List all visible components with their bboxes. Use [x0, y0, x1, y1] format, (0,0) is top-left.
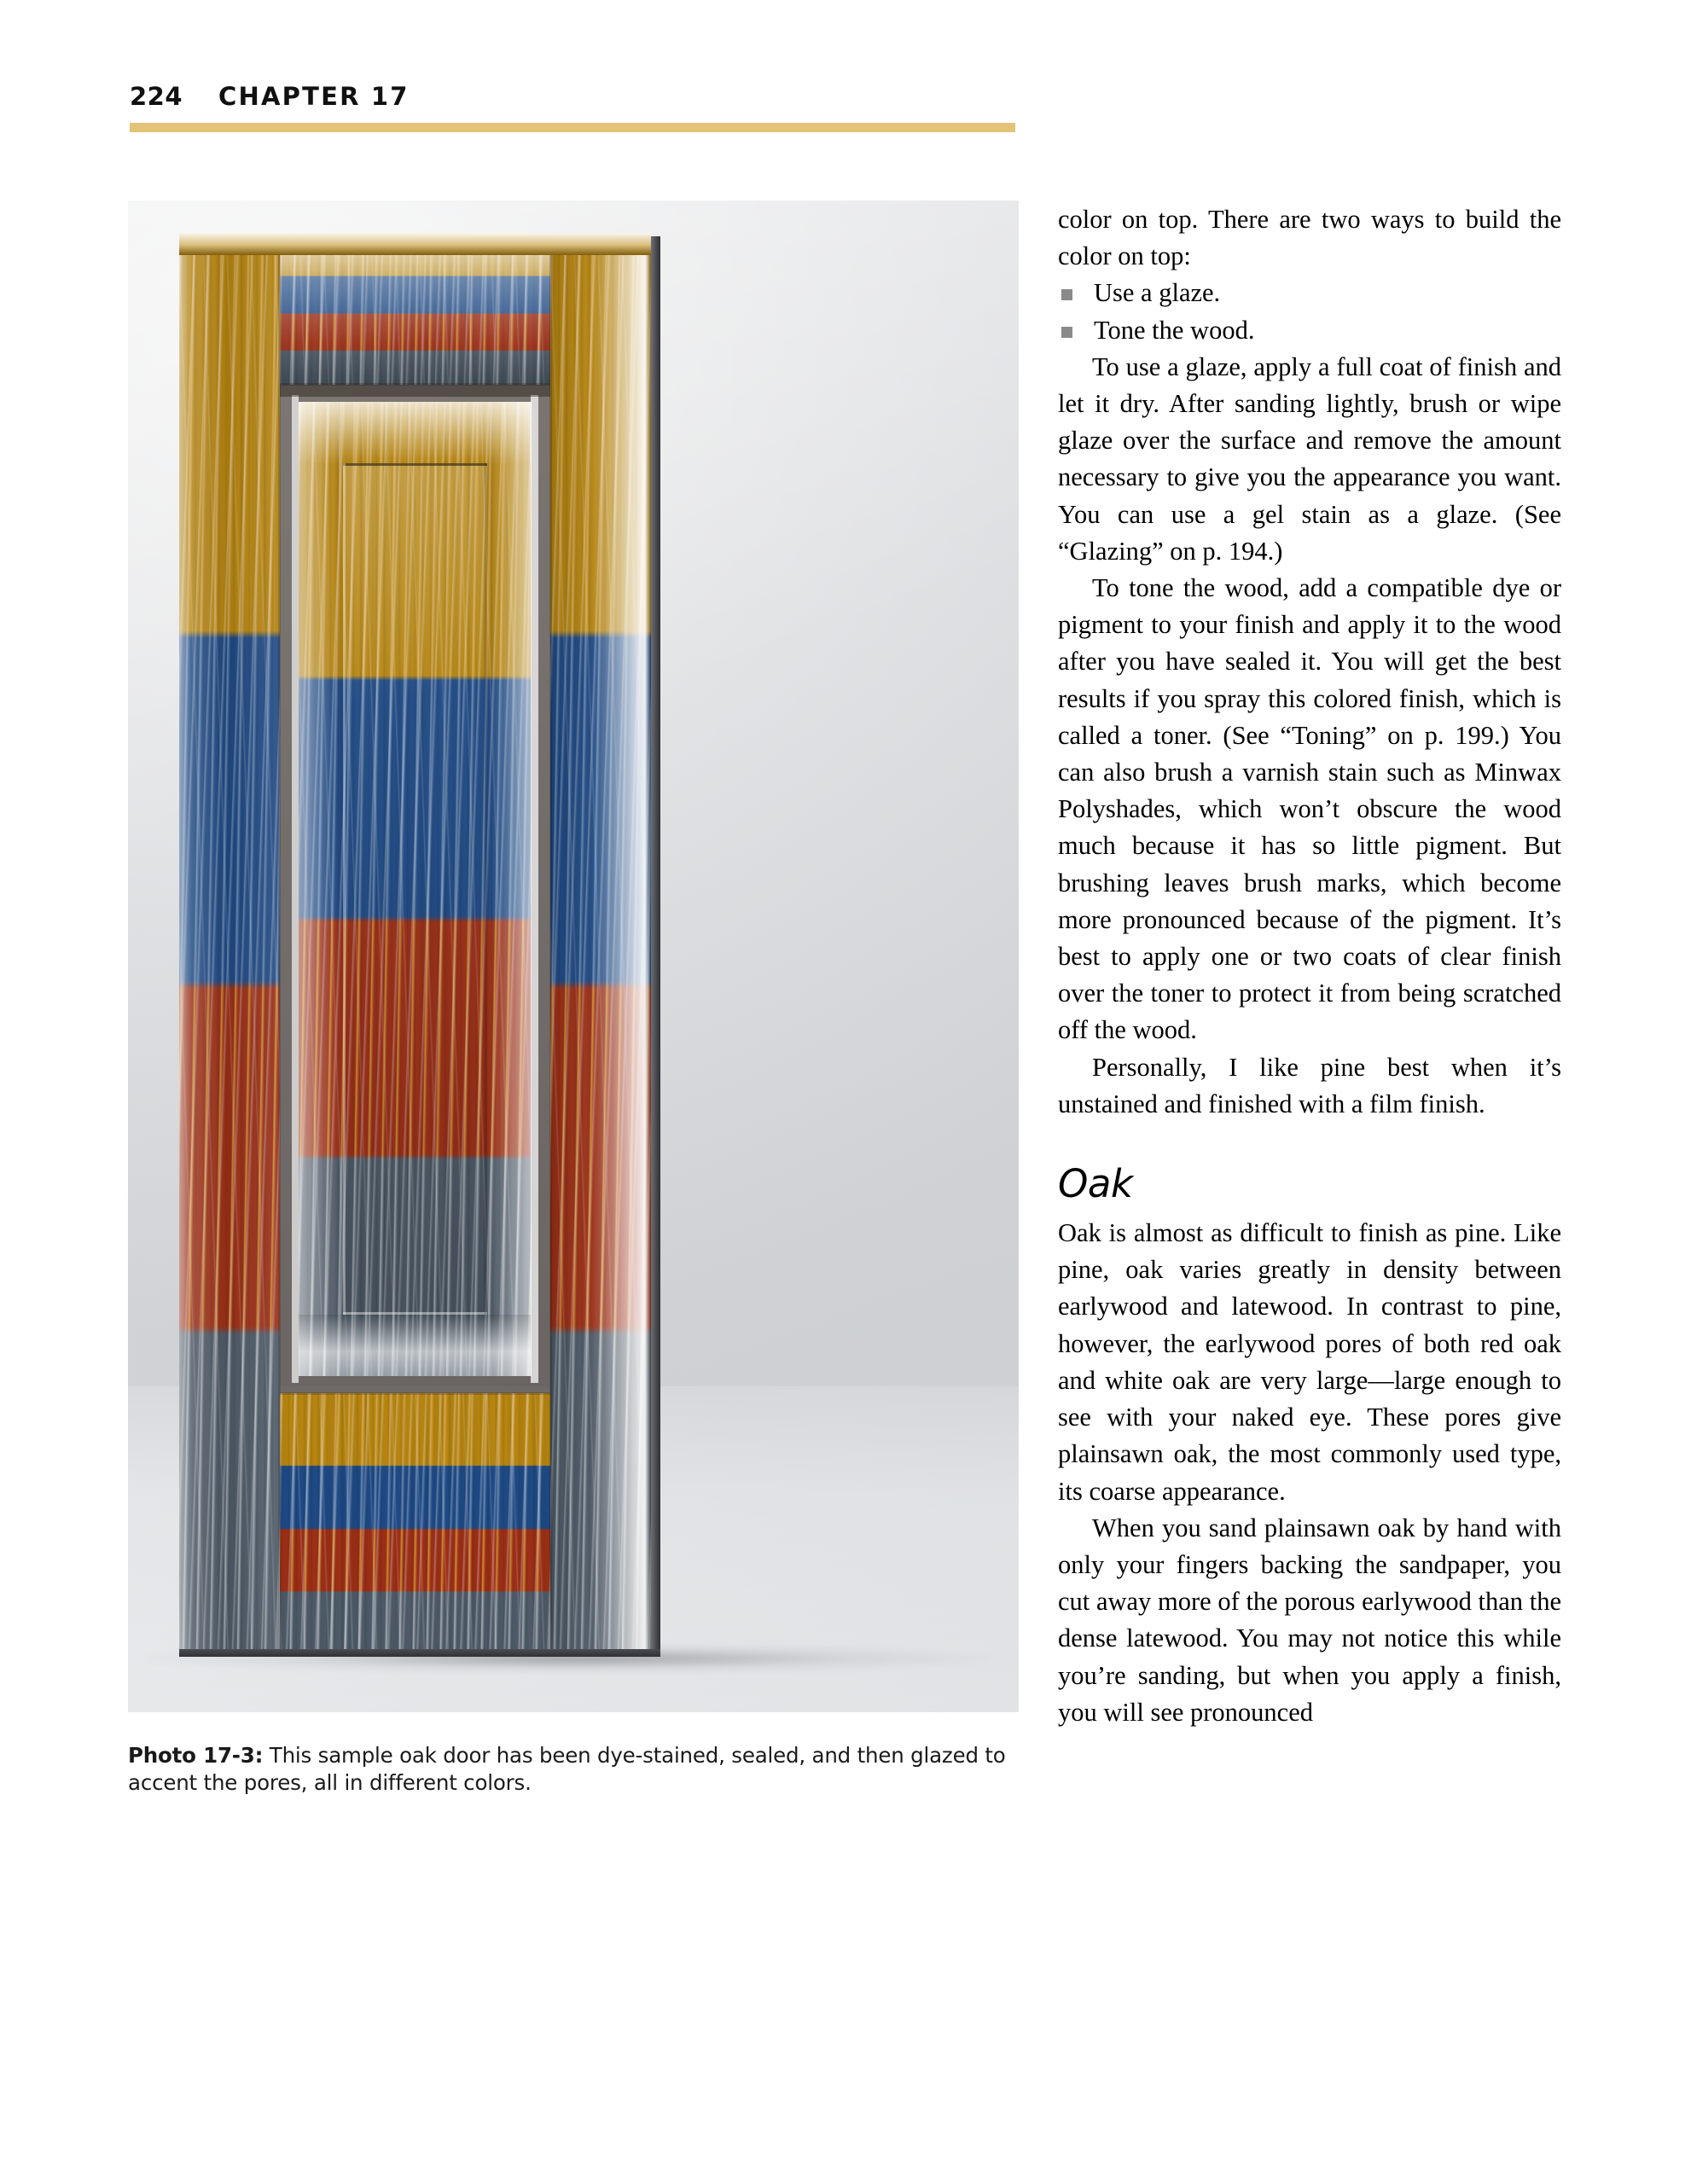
panel-bevel-top	[299, 402, 532, 463]
panel-left-fillet-highlight	[292, 395, 299, 1383]
list-item	[1058, 275, 1561, 311]
seam-bottomrail-panel	[280, 1392, 550, 1395]
caption-label: Photo 17-3:	[128, 1743, 264, 1768]
rail-top-sheen	[280, 233, 550, 385]
door-panel-well	[280, 385, 550, 1393]
panel-top-groove-shadow	[280, 385, 550, 397]
paragraph-continued: color on top. There are two ways to build the color on top:	[1058, 205, 1561, 271]
panel-bevel-bottom-break	[343, 1312, 487, 1315]
list-item	[1058, 312, 1561, 349]
stile-left-sheen	[179, 233, 280, 1649]
figure-caption	[128, 1742, 1031, 1797]
door-top-chamfer	[179, 233, 651, 255]
body-text-column	[1058, 201, 1561, 1731]
panel-center-field	[343, 463, 487, 1315]
panel-right-fillet-highlight	[531, 395, 538, 1383]
page-number: 224	[130, 82, 183, 111]
panel-bevel-bottom-sheen	[299, 1315, 532, 1376]
panel-bevel-top-sheen	[299, 402, 532, 463]
paragraph-tone-the-wood: To tone the wood, add a compatible dye or pigment to your finish and apply it to the wood after you have sealed it. You will get the best results if you spray this colored finish, which is called a toner. (See “Toning” on p. 199.) You can also brush a varnish stain such as Minwax Polyshades, which won’t obscure the wood much because it has so little pigment. But brushing leaves brush marks, which become more pronounced because of the pigment. It’s best to apply one or two coats of clear finish over the toner to protect it from being scratched off the wood.	[1058, 573, 1561, 1045]
panel-bevel-right-sheen	[487, 402, 532, 1376]
photo-image	[128, 200, 1019, 1712]
door-right-edge	[651, 236, 660, 1649]
door-stile-left	[179, 233, 280, 1649]
paragraph-personally: Personally, I like pine best when it’s unstained and finished with a film finish.	[1058, 1052, 1561, 1118]
paragraph-use-a-glaze: To use a glaze, apply a full coat of finish and let it dry. After sanding lightly, brush or wipe glaze over the surface and remove the amount necessary to give you the appearance you want. You can use a gel stain as a glaze. (See “Glazing” on p. 194.)	[1058, 351, 1561, 566]
door-rail-top	[280, 233, 550, 385]
door-top-chamfer-sheen	[179, 233, 651, 255]
panel-bevel-left	[299, 402, 343, 1376]
figure-photo-17-3	[128, 200, 1019, 1712]
paragraph-oak-2: When you sand plainsawn oak by hand with only your fingers backing the sandpaper, you cut away more of the porous earlywood than the dense latewood. You may not notice this while you’re sanding, but when you apply a finish, you will see pronounced	[1058, 1513, 1561, 1727]
panel-bevel-right-break	[485, 463, 487, 1315]
panel-bevel-top-break	[343, 463, 487, 466]
door-face	[179, 233, 651, 1649]
square-bullet-icon	[1061, 289, 1072, 300]
seam-toprail-panel	[280, 383, 550, 386]
door-stile-right	[550, 233, 651, 1649]
panel-bevel-right	[487, 402, 532, 1376]
panel-bevel-left-break	[343, 463, 346, 1315]
paragraph-oak-1: Oak is almost as difficult to finish as pine. Like pine, oak varies greatly in density between earlywood and latewood. In contrast to pine, however, the earlywood pores of both red oak and white oak are very large—large enough to see with your naked eye. These pores give plainsawn oak, the most commonly used type, its coarse appearance.	[1058, 1218, 1561, 1506]
running-head	[130, 82, 1017, 133]
stile-right-sheen	[550, 233, 651, 1649]
section-heading-oak: Oak	[1058, 1161, 1133, 1207]
door-bottom-edge	[179, 1649, 660, 1657]
panel-bevel-bottom	[299, 1315, 532, 1376]
bullet-label: Tone the wood.	[1094, 315, 1255, 345]
bullet-list	[1058, 275, 1561, 348]
panel-center-sheen	[343, 463, 487, 1315]
square-bullet-icon	[1061, 327, 1072, 338]
bullet-label: Use a glaze.	[1094, 278, 1221, 308]
running-head-rule	[130, 123, 1015, 132]
seam-leftstile	[278, 233, 281, 1649]
panel-bevel-left-sheen	[299, 402, 343, 1376]
door-raised-panel	[299, 402, 532, 1376]
oak-door-sample	[179, 233, 651, 1649]
chapter-label: CHAPTER 17	[218, 82, 410, 111]
rail-bottom-pores	[280, 1393, 550, 1649]
seam-rightstile	[549, 233, 552, 1649]
caption-text: This sample oak door has been dye-stained, sealed, and then glazed to accent the pores, all in different colors.	[128, 1743, 1006, 1795]
door-rail-bottom	[280, 1393, 550, 1649]
running-head-text	[130, 82, 1017, 111]
